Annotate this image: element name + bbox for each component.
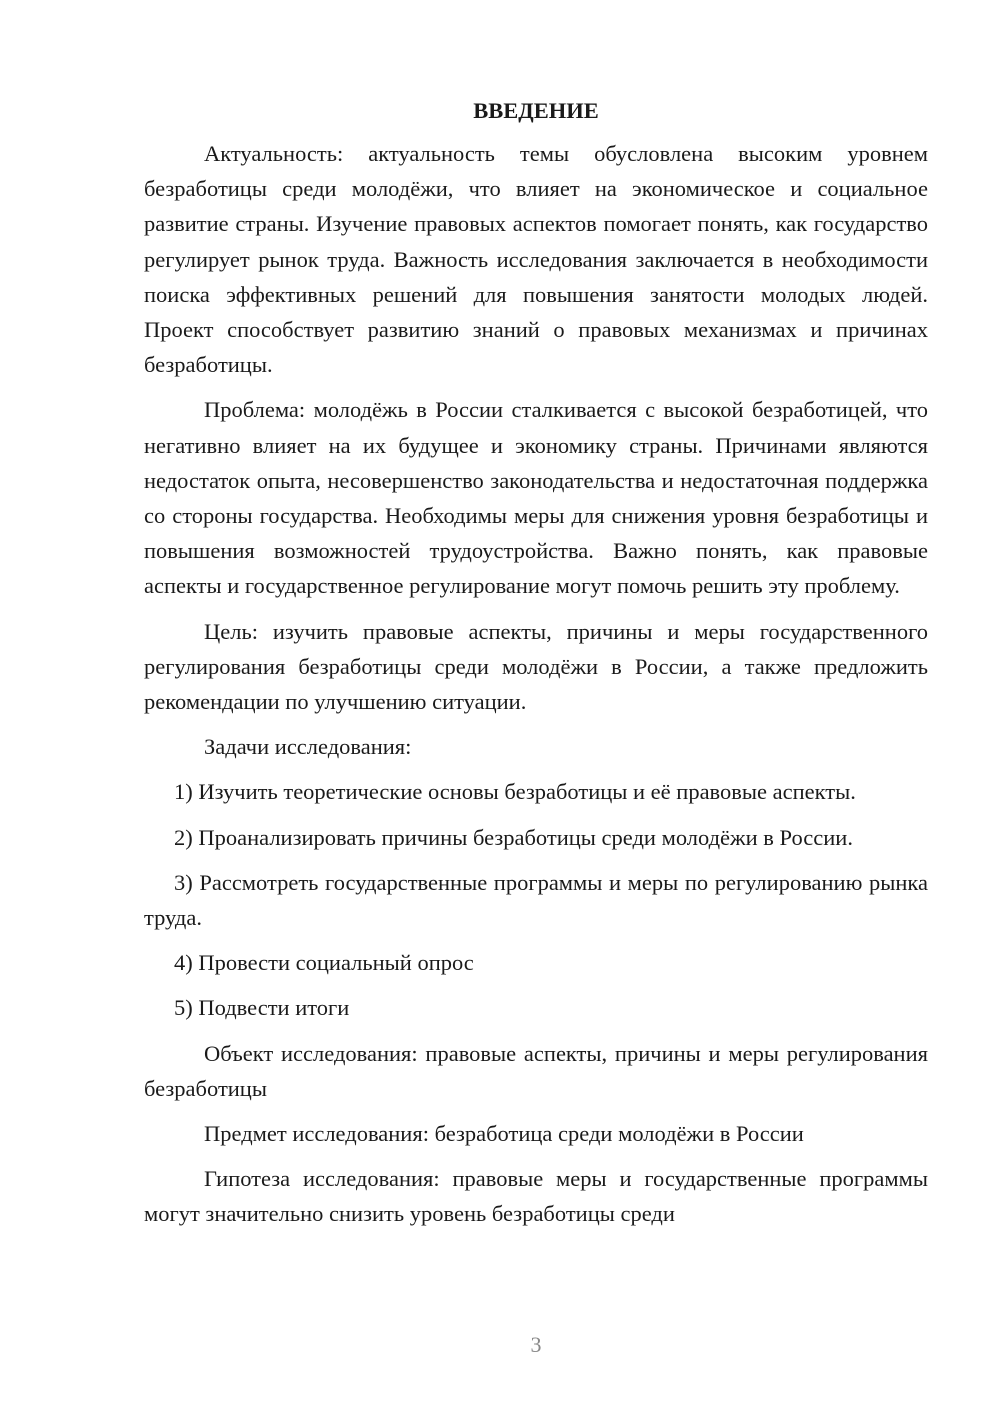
task-item-2: 2) Проанализировать причины безработицы среди молодёжи в России. [174,824,853,850]
hypothesis-paragraph: Гипотеза исследования: правовые меры и государственные программы могут значительно снизить уровень безработицы среди [144,1166,928,1227]
page-content [144,92,928,1242]
goal-paragraph: Цель: изучить правовые аспекты, причины и меры государственного регулирования безработицы среди молодёжи в России, а также предложить рекомендации по улучшению ситуации. [144,618,928,715]
task-item-5: 5) Подвести итоги [174,995,350,1021]
relevance-paragraph: Актуальность: актуальность темы обусловлена высоким уровнем безработицы среди молодёжи, что влияет на экономическое и социальное развитие страны. Изучение правовых аспектов помогает понять, как государство регулирует рынок труда. Важность исследования заключается в необходимости поиска эффективных решений для повышения занятости молодых людей. Проект способствует развитию знаний о правовых механизмах и причинах безработицы. [144,141,928,378]
task-item-4: 4) Провести социальный опрос [174,950,474,976]
object-paragraph: Объект исследования: правовые аспекты, причины и меры регулирования безработицы [144,1040,928,1101]
subject-paragraph: Предмет исследования: безработица среди молодёжи в России [204,1121,804,1147]
task-item-1: 1) Изучить теоретические основы безработицы и её правовые аспекты. [174,779,856,805]
task-item-3: 3) Рассмотреть государственные программы и меры по регулированию рынка труда. [144,869,928,931]
page-number: 3 [530,1332,542,1357]
tasks-heading: Задачи исследования: [204,734,412,760]
section-title: ВВЕДЕНИЕ [473,98,599,123]
problem-paragraph: Проблема: молодёжь в России сталкивается с высокой безработицей, что негативно влияет на их будущее и экономику страны. Причинами являются недостаток опыта, несовершенство законодательства и недостаточная поддержка со стороны государства. Необходимы меры для снижения уровня безработицы и повышения возможностей трудоустройства. Важно понять, как правовые аспекты и государственное регулирование могут помочь решить эту проблему. [144,397,928,599]
